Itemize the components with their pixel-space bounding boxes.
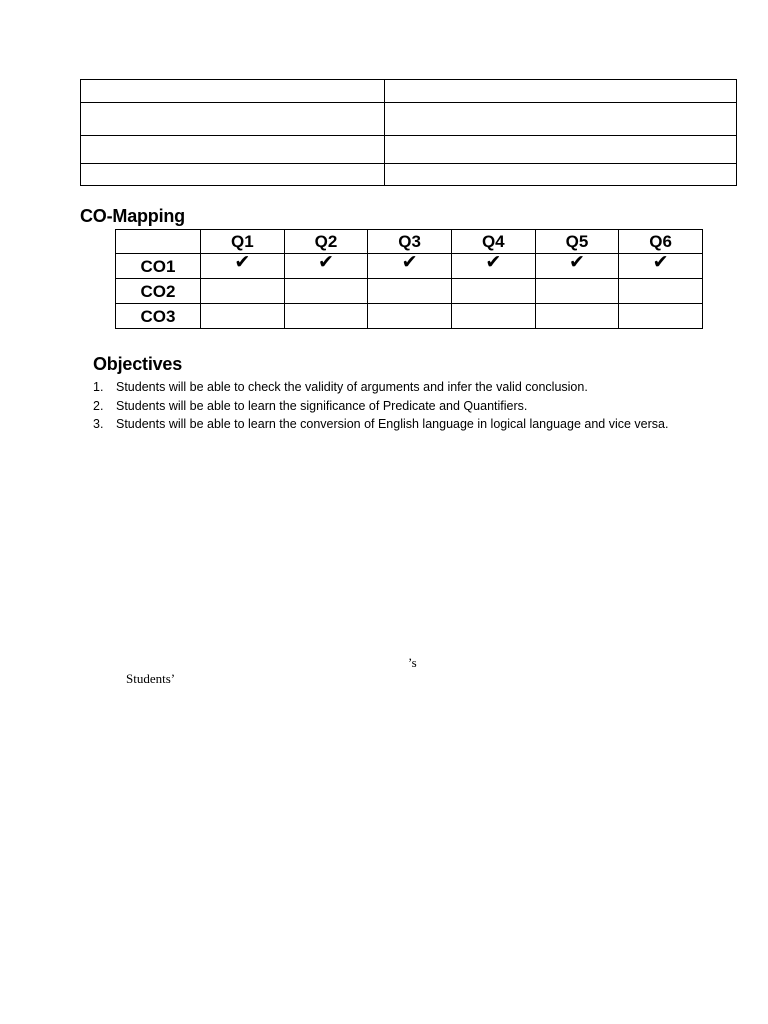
list-number: 3.	[93, 417, 104, 431]
table-cell	[619, 304, 703, 329]
column-header-q1: Q1	[201, 230, 285, 254]
table-row	[116, 279, 703, 304]
row-header-co2: CO2	[116, 279, 201, 304]
table-cell	[81, 80, 385, 103]
table-cell	[451, 304, 535, 329]
table-cell	[619, 279, 703, 304]
table-cell	[81, 136, 385, 164]
checkmark-icon: ✔	[368, 254, 452, 279]
students-fragment: Students’	[126, 671, 176, 686]
row-header-co3: CO3	[116, 304, 201, 329]
list-item	[93, 397, 668, 416]
column-header-q2: Q2	[284, 230, 368, 254]
list-number: 1.	[93, 380, 104, 394]
table-cell	[81, 164, 385, 186]
checkmark-icon: ✔	[284, 254, 368, 279]
column-header-q6: Q6	[619, 230, 703, 254]
table-cell	[368, 279, 452, 304]
table-row	[116, 254, 703, 279]
list-item-text: Students will be able to learn the conversion of English language in logical language and vice versa.	[116, 417, 669, 431]
table-cell	[201, 304, 285, 329]
checkmark-icon: ✔	[451, 254, 535, 279]
objectives-heading: Objectives	[93, 354, 183, 374]
row-header-co1: CO1	[116, 254, 201, 279]
table-cell	[385, 103, 737, 136]
table-cell	[535, 279, 619, 304]
co-mapping-table	[115, 229, 703, 329]
list-number: 2.	[93, 398, 104, 413]
corner-cell	[116, 230, 201, 254]
table-cell	[284, 279, 368, 304]
column-header-q3: Q3	[368, 230, 452, 254]
list-item-text: Students will be able to check the validity of arguments and infer the valid conclusion.	[116, 380, 588, 394]
checkmark-icon: ✔	[619, 254, 703, 279]
table-cell	[201, 279, 285, 304]
table-cell	[284, 304, 368, 329]
table-cell	[385, 164, 737, 186]
table-cell	[535, 304, 619, 329]
table-cell	[81, 103, 385, 136]
objectives-list	[93, 378, 668, 434]
column-header-q4: Q4	[451, 230, 535, 254]
table-cell	[385, 136, 737, 164]
table-cell	[368, 304, 452, 329]
table-cell	[451, 279, 535, 304]
table-row	[116, 304, 703, 329]
header-info-table	[80, 79, 737, 186]
list-item-text: Students will be able to learn the significance of Predicate and Quantifiers.	[116, 398, 528, 413]
checkmark-icon: ✔	[201, 254, 285, 279]
table-header-row	[116, 230, 703, 254]
table-cell	[385, 80, 737, 103]
list-item	[93, 378, 668, 397]
list-item	[93, 415, 668, 434]
co-mapping-heading: CO-Mapping	[80, 206, 185, 226]
column-header-q5: Q5	[535, 230, 619, 254]
checkmark-icon: ✔	[535, 254, 619, 279]
possessive-fragment: ’s	[408, 655, 417, 670]
